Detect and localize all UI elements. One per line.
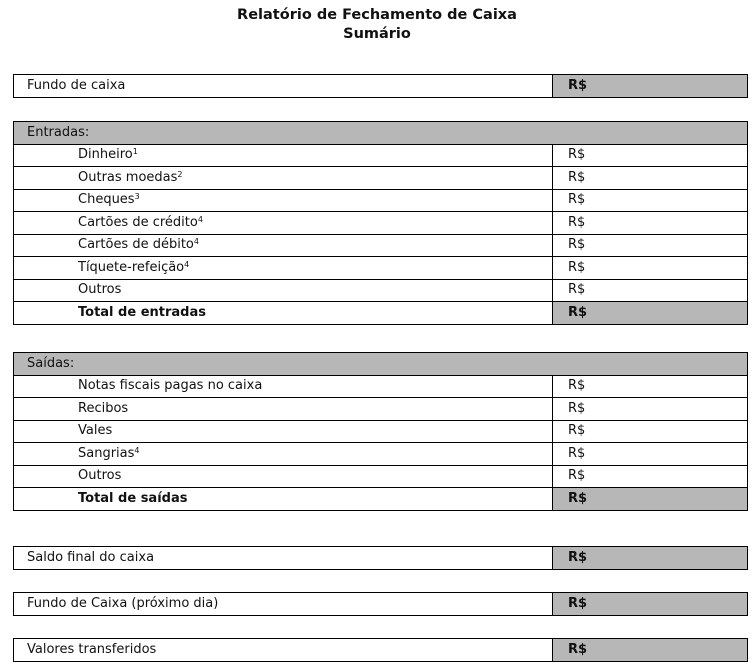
saldo-final-label: Saldo final do caixa — [14, 547, 553, 570]
footnote-marker: 3 — [134, 192, 140, 202]
total-entradas-value: R$ — [553, 302, 748, 325]
saida-item-label: Recibos — [14, 398, 553, 421]
valores-transferidos-value: R$ — [553, 639, 748, 662]
saldo-final-value: R$ — [553, 547, 748, 570]
fundo-proximo-label: Fundo de Caixa (próximo dia) — [14, 593, 553, 616]
total-saidas-value: R$ — [553, 488, 748, 511]
report-title: Relatório de Fechamento de Caixa — [237, 7, 517, 23]
entradas-header-row — [14, 122, 748, 145]
entrada-item-value: R$ — [553, 144, 748, 167]
valores-transferidos-row — [14, 639, 748, 662]
entrada-item-label: Outras moedas$^2$ — [14, 167, 553, 190]
footnote-marker: 4 — [134, 445, 140, 455]
report-subtitle: Sumário — [343, 26, 411, 42]
table-row — [14, 234, 748, 257]
total-entradas-row — [14, 302, 748, 325]
footnote-marker: 1 — [132, 147, 138, 157]
valores-transferidos-table — [13, 638, 748, 662]
entrada-item-label: Cartões de débito$^4$ — [14, 234, 553, 257]
entrada-item-label: Cheques$^3$ — [14, 189, 553, 212]
entrada-item-label: Tíquete-refeição$^4$ — [14, 257, 553, 280]
entrada-item-value: R$ — [553, 279, 748, 302]
table-row — [14, 189, 748, 212]
total-saidas-label: Total de saídas — [14, 488, 553, 511]
entradas-header: Entradas: — [14, 122, 748, 145]
saida-item-value: R$ — [553, 420, 748, 443]
footnote-marker: 2 — [177, 169, 183, 179]
footnote-marker: 4 — [193, 237, 199, 247]
saida-item-value: R$ — [553, 443, 748, 466]
total-saidas-row — [14, 488, 748, 511]
entrada-item-value: R$ — [553, 167, 748, 190]
table-row — [14, 167, 748, 190]
table-row — [14, 212, 748, 235]
table-row — [14, 465, 748, 488]
saidas-header: Saídas: — [14, 353, 748, 376]
entrada-item-label: Cartões de crédito$^4$ — [14, 212, 553, 235]
fundo-proximo-row — [14, 593, 748, 616]
fundo-caixa-label: Fundo de caixa — [14, 75, 553, 98]
fundo-caixa-row — [14, 75, 748, 98]
saida-item-value: R$ — [553, 375, 748, 398]
table-row — [14, 144, 748, 167]
entrada-item-value: R$ — [553, 189, 748, 212]
total-entradas-label: Total de entradas — [14, 302, 553, 325]
valores-transferidos-label: Valores transferidos — [14, 639, 553, 662]
table-row — [14, 420, 748, 443]
saldo-final-row — [14, 547, 748, 570]
saidas-table — [13, 352, 748, 511]
fundo-proximo-table — [13, 592, 748, 616]
fundo-caixa-value: R$ — [553, 75, 748, 98]
footnote-marker: 4 — [197, 214, 203, 224]
saida-item-value: R$ — [553, 398, 748, 421]
saidas-header-row — [14, 353, 748, 376]
footnote-marker: 4 — [184, 259, 190, 269]
table-row — [14, 443, 748, 466]
fundo-caixa-table — [13, 74, 748, 98]
entrada-item-value: R$ — [553, 212, 748, 235]
table-row — [14, 375, 748, 398]
fundo-proximo-value: R$ — [553, 593, 748, 616]
saida-item-label: Vales — [14, 420, 553, 443]
saida-item-label: Notas fiscais pagas no caixa — [14, 375, 553, 398]
saida-item-value: R$ — [553, 465, 748, 488]
saida-item-label: Sangrias$^4$ — [14, 443, 553, 466]
entradas-table — [13, 121, 748, 325]
table-row — [14, 257, 748, 280]
saldo-final-table — [13, 546, 748, 570]
table-row — [14, 279, 748, 302]
saida-item-label: Outros — [14, 465, 553, 488]
entrada-item-label: Outros — [14, 279, 553, 302]
table-row — [14, 398, 748, 421]
entrada-item-value: R$ — [553, 234, 748, 257]
entrada-item-label: Dinheiro$^1$ — [14, 144, 553, 167]
entrada-item-value: R$ — [553, 257, 748, 280]
